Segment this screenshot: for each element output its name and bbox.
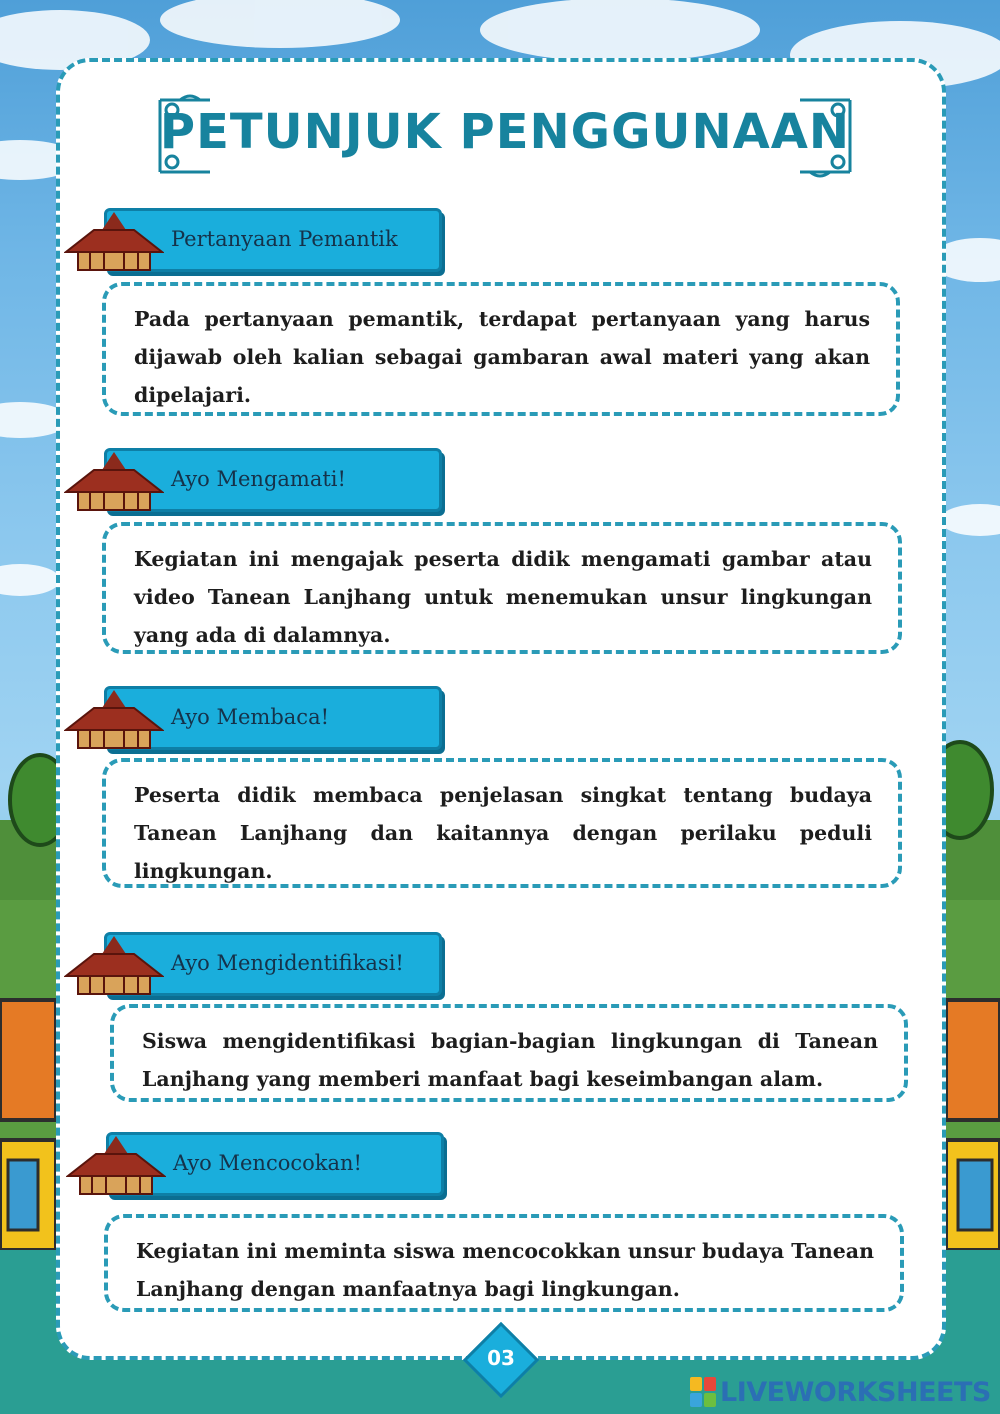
section-heading: Ayo Mengidentifikasi! (171, 951, 404, 975)
section-text: Pada pertanyaan pemantik, terdapat pertanyaan yang harus dijawab oleh kalian sebagai gambaran awal materi yang akan dipelajari. (134, 307, 870, 407)
title-banner (150, 92, 860, 180)
description-box (102, 282, 900, 416)
section-heading: Ayo Mengamati! (171, 467, 346, 491)
traditional-house-icon (64, 210, 164, 274)
traditional-house-icon (64, 934, 164, 998)
section-heading: Pertanyaan Pemantik (171, 227, 398, 251)
section-text: Kegiatan ini meminta siswa mencocokkan unsur budaya Tanean Lanjhang dengan manfaatnya bagi lingkungan. (136, 1239, 874, 1301)
watermark (690, 1374, 991, 1410)
section-text: Peserta didik membaca penjelasan singkat tentang budaya Tanean Lanjhang dan kaitannya dengan perilaku peduli lingkungan. (134, 783, 872, 883)
watermark-text: LIVEWORKSHEETS (720, 1376, 991, 1408)
traditional-house-icon (64, 450, 164, 514)
section-heading: Ayo Membaca! (171, 705, 330, 729)
traditional-house-icon (64, 688, 164, 752)
description-box (102, 522, 902, 654)
description-box (104, 1214, 904, 1312)
description-box (110, 1004, 908, 1102)
traditional-house-icon (66, 1134, 166, 1198)
section-text: Siswa mengidentifikasi bagian-bagian lingkungan di Tanean Lanjhang yang memberi manfaat bagi keseimbangan alam. (142, 1029, 878, 1091)
description-box (102, 758, 902, 888)
section-heading: Ayo Mencocokan! (173, 1151, 362, 1175)
page-number: 03 (487, 1346, 515, 1370)
page-title: PETUNJUK PENGGUNAAN (159, 104, 851, 160)
liveworksheets-logo-icon (690, 1377, 716, 1407)
section-text: Kegiatan ini mengajak peserta didik mengamati gambar atau video Tanean Lanjhang untuk menemukan unsur lingkungan yang ada di dalamnya. (134, 547, 872, 647)
